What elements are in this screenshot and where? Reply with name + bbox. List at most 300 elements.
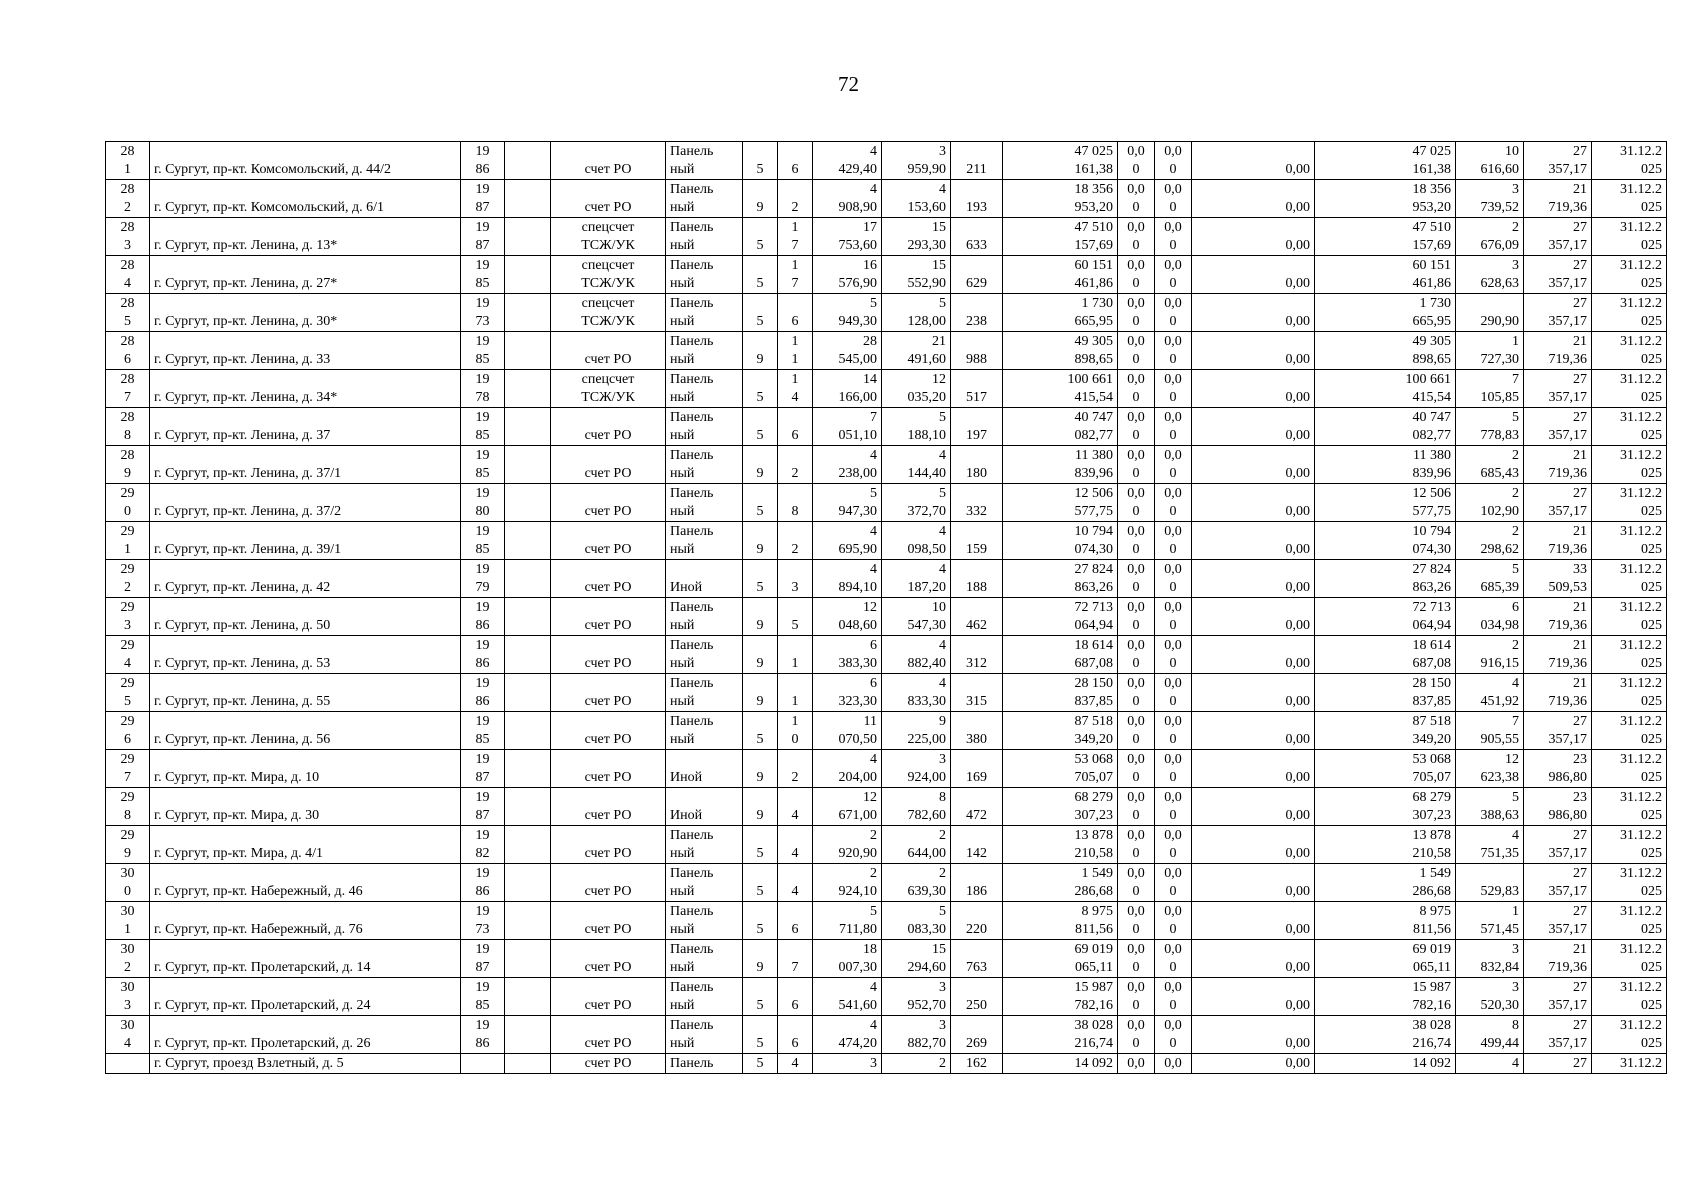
- zero-cell-a-text: 0,0: [1127, 448, 1145, 463]
- zero-cell-a-text: 0,0: [1127, 714, 1145, 729]
- total-area-cell: [813, 636, 882, 674]
- number-cell: [106, 636, 150, 674]
- blank-cell: [505, 712, 551, 750]
- premises-area-cell-text: 882,40: [907, 656, 946, 671]
- table-row: [106, 940, 1667, 978]
- residents-cell: [951, 598, 1003, 636]
- premises-area-cell-text: 12: [932, 372, 946, 387]
- zero-cell-a: [1118, 408, 1155, 446]
- zero-cell-a: [1118, 522, 1155, 560]
- premises-area-cell-text: 4: [939, 182, 946, 197]
- total-area-cell-text: 2: [870, 828, 877, 843]
- wall-material-cell: [666, 218, 743, 256]
- cost-cell-text: 811,56: [1075, 922, 1113, 937]
- entrances-cell-text: 6: [791, 314, 799, 329]
- specific-cost-cell-text: 739,52: [1480, 200, 1519, 215]
- total-area-cell-text: 4: [870, 752, 877, 767]
- premises-area-cell-text: 2: [939, 1056, 946, 1071]
- zero-amount-cell-text: 0,00: [1285, 162, 1310, 177]
- residents-cell: [951, 864, 1003, 902]
- residents-cell-text: 332: [966, 504, 987, 519]
- specific-cost-cell-text: 2: [1512, 486, 1519, 501]
- cost-cell-text: 157,69: [1074, 238, 1113, 253]
- entrances-cell: [778, 826, 813, 864]
- date-cell: [1592, 332, 1667, 370]
- floors-cell: [743, 826, 778, 864]
- zero-cell-b-text: 0,0: [1164, 866, 1182, 881]
- specific-cost-cell-text: 4: [1512, 828, 1519, 843]
- wall-material-cell: [666, 408, 743, 446]
- wall-material-cell-text: [670, 789, 738, 807]
- date-cell-text: 31.12.2: [1620, 144, 1662, 159]
- number-cell: [106, 408, 150, 446]
- blank-cell-text: [509, 959, 546, 977]
- specific-cost-cell-text: 685,43: [1480, 466, 1519, 481]
- year-cell-text: 19: [475, 1018, 490, 1033]
- max-cost-cell: [1524, 218, 1592, 256]
- zero-amount-cell-text: 0,00: [1285, 542, 1310, 557]
- specific-cost-cell-text: 7: [1512, 714, 1519, 729]
- zero-amount-cell: [1192, 674, 1315, 712]
- zero-cell-b: [1155, 484, 1192, 522]
- entrances-cell: [778, 560, 813, 598]
- cost-cell-text: 898,65: [1074, 352, 1113, 367]
- address-cell: [150, 332, 461, 370]
- zero-cell-b-text: 0,0: [1164, 790, 1182, 805]
- specific-cost-cell-text: 529,83: [1480, 884, 1519, 899]
- zero-cell-b-text: 0,0: [1164, 410, 1182, 425]
- wall-material-cell: [666, 522, 743, 560]
- zero-cell-a: [1118, 332, 1155, 370]
- total-area-cell-text: 474,20: [838, 1036, 877, 1051]
- number-cell-text: 28: [120, 334, 135, 349]
- zero-amount-cell: [1192, 712, 1315, 750]
- cost-cell-text: 49 305: [1074, 334, 1113, 349]
- year-cell-text: 19: [475, 144, 490, 159]
- premises-area-cell-text: 4: [939, 676, 946, 691]
- max-cost-cell-text: 27: [1573, 714, 1587, 729]
- total-cost-cell-text: 69 019: [1412, 942, 1451, 957]
- cost-cell: [1003, 484, 1118, 522]
- fund-method-cell-text: счет РО: [584, 846, 632, 861]
- max-cost-cell-text: 719,36: [1548, 466, 1587, 481]
- entrances-cell-text: 8: [791, 504, 799, 519]
- cost-cell-text: 837,85: [1074, 694, 1113, 709]
- number-cell-text: 28: [120, 296, 135, 311]
- year-cell-text: 19: [475, 790, 490, 805]
- fund-method-cell-text: счет РО: [584, 504, 632, 519]
- blank-cell-text: [509, 579, 546, 597]
- fund-method-cell: [551, 560, 666, 598]
- blank-cell: [505, 332, 551, 370]
- entrances-cell: [778, 180, 813, 218]
- fund-method-cell-text: [555, 979, 661, 997]
- wall-material-cell-text: Панель: [670, 676, 714, 691]
- blank-cell: [505, 674, 551, 712]
- specific-cost-cell-text: 905,55: [1480, 732, 1519, 747]
- total-cost-cell-text: 811,56: [1413, 922, 1451, 937]
- max-cost-cell: [1524, 408, 1592, 446]
- total-area-cell-text: 429,40: [838, 162, 877, 177]
- floors-cell-text: 9: [756, 352, 764, 367]
- date-cell-text: 31.12.2: [1620, 714, 1662, 729]
- total-area-cell: [813, 712, 882, 750]
- zero-amount-cell-text: 0,00: [1285, 352, 1310, 367]
- fund-method-cell: [551, 294, 666, 332]
- year-cell: [461, 294, 505, 332]
- table-row: [106, 180, 1667, 218]
- floors-cell: [743, 294, 778, 332]
- address-cell-text: г. Сургут, пр-кт. Ленина, д. 56: [154, 732, 331, 747]
- zero-cell-b-text: 0: [1169, 694, 1177, 709]
- total-cost-cell: [1315, 294, 1456, 332]
- zero-cell-b-text: 0,0: [1164, 372, 1182, 387]
- entrances-cell-text: 2: [791, 200, 799, 215]
- wall-material-cell: [666, 978, 743, 1016]
- floors-cell-text: 5: [756, 998, 764, 1013]
- number-cell-text: 29: [120, 486, 135, 501]
- specific-cost-cell: [1456, 408, 1524, 446]
- number-cell-text: 29: [120, 752, 135, 767]
- table-row: [106, 1016, 1667, 1054]
- zero-cell-a-text: 0: [1132, 732, 1140, 747]
- zero-cell-b: [1155, 940, 1192, 978]
- total-area-cell-text: 007,30: [838, 960, 877, 975]
- max-cost-cell-text: 23: [1573, 752, 1587, 767]
- blank-cell-text: [509, 351, 546, 369]
- zero-cell-b-text: 0: [1169, 960, 1177, 975]
- cost-cell-text: 064,94: [1074, 618, 1113, 633]
- wall-material-cell-text: ный: [670, 1036, 695, 1051]
- entrances-cell: [778, 940, 813, 978]
- blank-cell-text: [509, 237, 546, 255]
- zero-cell-b: [1155, 142, 1192, 180]
- total-cost-cell-text: 8 975: [1419, 904, 1451, 919]
- zero-cell-b-text: 0,0: [1164, 144, 1182, 159]
- total-cost-cell-text: 49 305: [1412, 334, 1451, 349]
- floors-cell-text: 5: [756, 1056, 764, 1071]
- address-cell: [150, 484, 461, 522]
- entrances-cell: [778, 902, 813, 940]
- date-cell-text: 31.12.2: [1620, 980, 1662, 995]
- zero-cell-a: [1118, 674, 1155, 712]
- wall-material-cell-text: [670, 561, 738, 579]
- zero-cell-a-text: 0: [1132, 770, 1140, 785]
- total-cost-cell-text: 687,08: [1412, 656, 1451, 671]
- blank-cell-text: [509, 845, 546, 863]
- specific-cost-cell-text: 5: [1512, 410, 1519, 425]
- zero-cell-a-text: 0: [1132, 390, 1140, 405]
- fund-method-cell: [551, 788, 666, 826]
- zero-cell-a-text: 0,0: [1127, 752, 1145, 767]
- total-cost-cell-text: 161,38: [1412, 162, 1451, 177]
- wall-material-cell-text: Панель: [670, 1056, 714, 1071]
- fund-method-cell-text: счет РО: [584, 200, 632, 215]
- year-cell-text: 87: [475, 808, 490, 823]
- entrances-cell-text: 1: [791, 220, 799, 235]
- wall-material-cell-text: ный: [670, 200, 695, 215]
- zero-amount-cell: [1192, 218, 1315, 256]
- entrances-cell-text: [782, 143, 808, 161]
- entrances-cell-text: 4: [791, 846, 799, 861]
- address-cell-text: г. Сургут, пр-кт. Ленина, д. 27*: [154, 276, 338, 291]
- wall-material-cell: [666, 826, 743, 864]
- entrances-cell-text: 4: [791, 1056, 799, 1071]
- floors-cell-text: 9: [756, 808, 764, 823]
- entrances-cell-text: 6: [791, 922, 799, 937]
- total-area-cell-text: 323,30: [838, 694, 877, 709]
- zero-cell-b: [1155, 978, 1192, 1016]
- residents-cell-text: 517: [966, 390, 987, 405]
- floors-cell: [743, 484, 778, 522]
- zero-cell-a-text: 0: [1132, 238, 1140, 253]
- total-area-cell: [813, 484, 882, 522]
- zero-amount-cell-text: 0,00: [1285, 1036, 1310, 1051]
- zero-cell-b-text: 0,0: [1164, 752, 1182, 767]
- premises-area-cell-text: 5: [939, 410, 946, 425]
- table-row: [106, 560, 1667, 598]
- cost-cell: [1003, 712, 1118, 750]
- total-area-cell-text: 3: [870, 1056, 877, 1071]
- number-cell-text: 28: [120, 182, 135, 197]
- floors-cell: [743, 674, 778, 712]
- premises-area-cell: [882, 826, 951, 864]
- address-cell-text: г. Сургут, пр-кт. Комсомольский, д. 6/1: [154, 200, 385, 215]
- zero-cell-b-text: 0: [1169, 846, 1177, 861]
- entrances-cell: [778, 864, 813, 902]
- floors-cell: [743, 750, 778, 788]
- date-cell: [1592, 826, 1667, 864]
- residents-cell-text: 180: [966, 466, 987, 481]
- floors-cell-text: 5: [756, 1036, 764, 1051]
- total-area-cell: [813, 864, 882, 902]
- entrances-cell: [778, 1016, 813, 1054]
- total-cost-cell-text: 286,68: [1412, 884, 1451, 899]
- residents-cell-text: 629: [966, 276, 987, 291]
- zero-cell-a-text: 0: [1132, 352, 1140, 367]
- cost-cell-text: 13 878: [1074, 828, 1113, 843]
- residents-cell-text: 269: [966, 1036, 987, 1051]
- total-area-cell-text: 545,00: [838, 352, 877, 367]
- wall-material-cell-text: Панель: [670, 600, 714, 615]
- total-area-cell-text: 18: [863, 942, 877, 957]
- address-cell: [150, 370, 461, 408]
- date-cell: [1592, 940, 1667, 978]
- cost-cell: [1003, 1054, 1118, 1074]
- max-cost-cell: [1524, 674, 1592, 712]
- address-cell-text: г. Сургут, проезд Взлетный, д. 5: [154, 1056, 344, 1071]
- total-area-cell-text: 5: [870, 296, 877, 311]
- specific-cost-cell: [1456, 560, 1524, 598]
- max-cost-cell-text: 21: [1573, 524, 1587, 539]
- max-cost-cell-text: 719,36: [1548, 960, 1587, 975]
- year-cell-text: 19: [475, 866, 490, 881]
- premises-area-cell: [882, 408, 951, 446]
- zero-cell-a-text: 0,0: [1127, 334, 1145, 349]
- entrances-cell-text: 3: [791, 580, 799, 595]
- zero-cell-a: [1118, 446, 1155, 484]
- wall-material-cell-text: Панель: [670, 866, 714, 881]
- total-area-cell: [813, 978, 882, 1016]
- table-row: [106, 142, 1667, 180]
- zero-amount-cell: [1192, 598, 1315, 636]
- total-cost-cell: [1315, 598, 1456, 636]
- specific-cost-cell-text: 034,98: [1480, 618, 1519, 633]
- year-cell-text: 19: [475, 600, 490, 615]
- blank-cell: [505, 484, 551, 522]
- fund-method-cell: [551, 636, 666, 674]
- year-cell-text: 85: [475, 428, 490, 443]
- fund-method-cell-text: счет РО: [584, 808, 632, 823]
- date-cell: [1592, 598, 1667, 636]
- premises-area-cell-text: 15: [932, 220, 946, 235]
- zero-cell-a: [1118, 978, 1155, 1016]
- zero-cell-a-text: 0,0: [1127, 410, 1145, 425]
- premises-area-cell: [882, 978, 951, 1016]
- year-cell-text: 73: [475, 922, 490, 937]
- date-cell-text: 31.12.2: [1620, 220, 1662, 235]
- zero-cell-a-text: 0: [1132, 466, 1140, 481]
- zero-cell-a-text: 0: [1132, 580, 1140, 595]
- cost-cell-text: 953,20: [1074, 200, 1113, 215]
- year-cell-text: 19: [475, 942, 490, 957]
- residents-cell-text: 315: [966, 694, 987, 709]
- number-cell-text: 29: [120, 714, 135, 729]
- floors-cell: [743, 636, 778, 674]
- zero-cell-a-text: 0: [1132, 428, 1140, 443]
- cost-cell-text: 14 092: [1074, 1056, 1113, 1071]
- blank-cell-text: [509, 541, 546, 559]
- max-cost-cell-text: 27: [1573, 904, 1587, 919]
- floors-cell: [743, 370, 778, 408]
- entrances-cell: [778, 1054, 813, 1074]
- cost-cell: [1003, 180, 1118, 218]
- wall-material-cell-text: ный: [670, 314, 695, 329]
- wall-material-cell: [666, 750, 743, 788]
- premises-area-cell: [882, 712, 951, 750]
- table-row: [106, 294, 1667, 332]
- date-cell-text: 025: [1641, 922, 1662, 937]
- floors-cell-text: 9: [756, 694, 764, 709]
- number-cell-text: 29: [120, 600, 135, 615]
- total-area-cell-text: 6: [870, 676, 877, 691]
- total-cost-cell-text: 157,69: [1412, 238, 1451, 253]
- number-cell: [106, 864, 150, 902]
- blank-cell-text: [509, 465, 546, 483]
- number-cell: [106, 180, 150, 218]
- year-cell-text: 86: [475, 884, 490, 899]
- number-cell-text: [110, 1055, 145, 1073]
- premises-area-cell: [882, 218, 951, 256]
- address-cell: [150, 864, 461, 902]
- total-area-cell-text: 541,60: [838, 998, 877, 1013]
- total-area-cell-text: 4: [870, 144, 877, 159]
- total-cost-cell-text: 665,95: [1412, 314, 1451, 329]
- year-cell: [461, 902, 505, 940]
- total-cost-cell: [1315, 636, 1456, 674]
- zero-cell-a-text: 0,0: [1127, 942, 1145, 957]
- zero-cell-b-text: 0,0: [1164, 600, 1182, 615]
- address-cell: [150, 142, 461, 180]
- number-cell-text: 30: [120, 1018, 135, 1033]
- address-cell: [150, 636, 461, 674]
- cost-cell-text: 12 506: [1074, 486, 1113, 501]
- floors-cell-text: 5: [756, 390, 764, 405]
- year-cell: [461, 864, 505, 902]
- blank-cell: [505, 636, 551, 674]
- max-cost-cell-text: 21: [1573, 638, 1587, 653]
- cost-cell-text: 687,08: [1074, 656, 1113, 671]
- total-cost-cell-text: 14 092: [1412, 1056, 1451, 1071]
- cost-cell-text: 839,96: [1074, 466, 1113, 481]
- cost-cell-text: 8 975: [1081, 904, 1113, 919]
- zero-amount-cell-text: 0,00: [1285, 960, 1310, 975]
- number-cell: [106, 294, 150, 332]
- cost-cell: [1003, 560, 1118, 598]
- residents-cell-text: 380: [966, 732, 987, 747]
- year-cell: [461, 370, 505, 408]
- date-cell-text: 31.12.2: [1620, 1056, 1662, 1071]
- zero-cell-b-text: 0: [1169, 200, 1177, 215]
- wall-material-cell-text: ный: [670, 732, 695, 747]
- floors-cell: [743, 522, 778, 560]
- total-area-cell-text: 11: [863, 714, 877, 729]
- zero-amount-cell-text: 0,00: [1285, 580, 1310, 595]
- cost-cell-text: 863,26: [1074, 580, 1113, 595]
- date-cell: [1592, 218, 1667, 256]
- entrances-cell-text: 7: [791, 238, 799, 253]
- wall-material-cell: [666, 256, 743, 294]
- total-cost-cell-text: 210,58: [1412, 846, 1451, 861]
- premises-area-cell-text: 035,20: [907, 390, 946, 405]
- max-cost-cell-text: 21: [1573, 600, 1587, 615]
- blank-cell: [505, 902, 551, 940]
- zero-cell-b: [1155, 294, 1192, 332]
- total-cost-cell-text: 68 279: [1412, 790, 1451, 805]
- zero-cell-a-text: 0: [1132, 542, 1140, 557]
- fund-method-cell-text: [555, 409, 661, 427]
- number-cell-text: 6: [124, 352, 131, 367]
- zero-amount-cell-text: 0,00: [1285, 884, 1310, 899]
- fund-method-cell: [551, 864, 666, 902]
- total-cost-cell: [1315, 522, 1456, 560]
- total-cost-cell-text: 60 151: [1412, 258, 1451, 273]
- specific-cost-cell-text: 105,85: [1480, 390, 1519, 405]
- specific-cost-cell-text: 4: [1512, 1056, 1519, 1071]
- zero-cell-b-text: 0,0: [1164, 448, 1182, 463]
- blank-cell-text: [509, 161, 546, 179]
- number-cell: [106, 370, 150, 408]
- total-area-cell-text: 4: [870, 1018, 877, 1033]
- cost-cell: [1003, 598, 1118, 636]
- wall-material-cell: [666, 142, 743, 180]
- number-cell-text: 29: [120, 790, 135, 805]
- zero-cell-a-text: 0: [1132, 656, 1140, 671]
- year-cell: [461, 978, 505, 1016]
- number-cell: [106, 484, 150, 522]
- zero-cell-b-text: 0: [1169, 732, 1177, 747]
- entrances-cell-text: [782, 941, 808, 959]
- total-cost-cell-text: 11 380: [1413, 448, 1451, 463]
- number-cell: [106, 826, 150, 864]
- fund-method-cell: [551, 826, 666, 864]
- max-cost-cell: [1524, 484, 1592, 522]
- number-cell: [106, 788, 150, 826]
- residents-cell: [951, 902, 1003, 940]
- entrances-cell-text: [782, 1017, 808, 1035]
- zero-cell-a-text: 0: [1132, 960, 1140, 975]
- zero-amount-cell: [1192, 332, 1315, 370]
